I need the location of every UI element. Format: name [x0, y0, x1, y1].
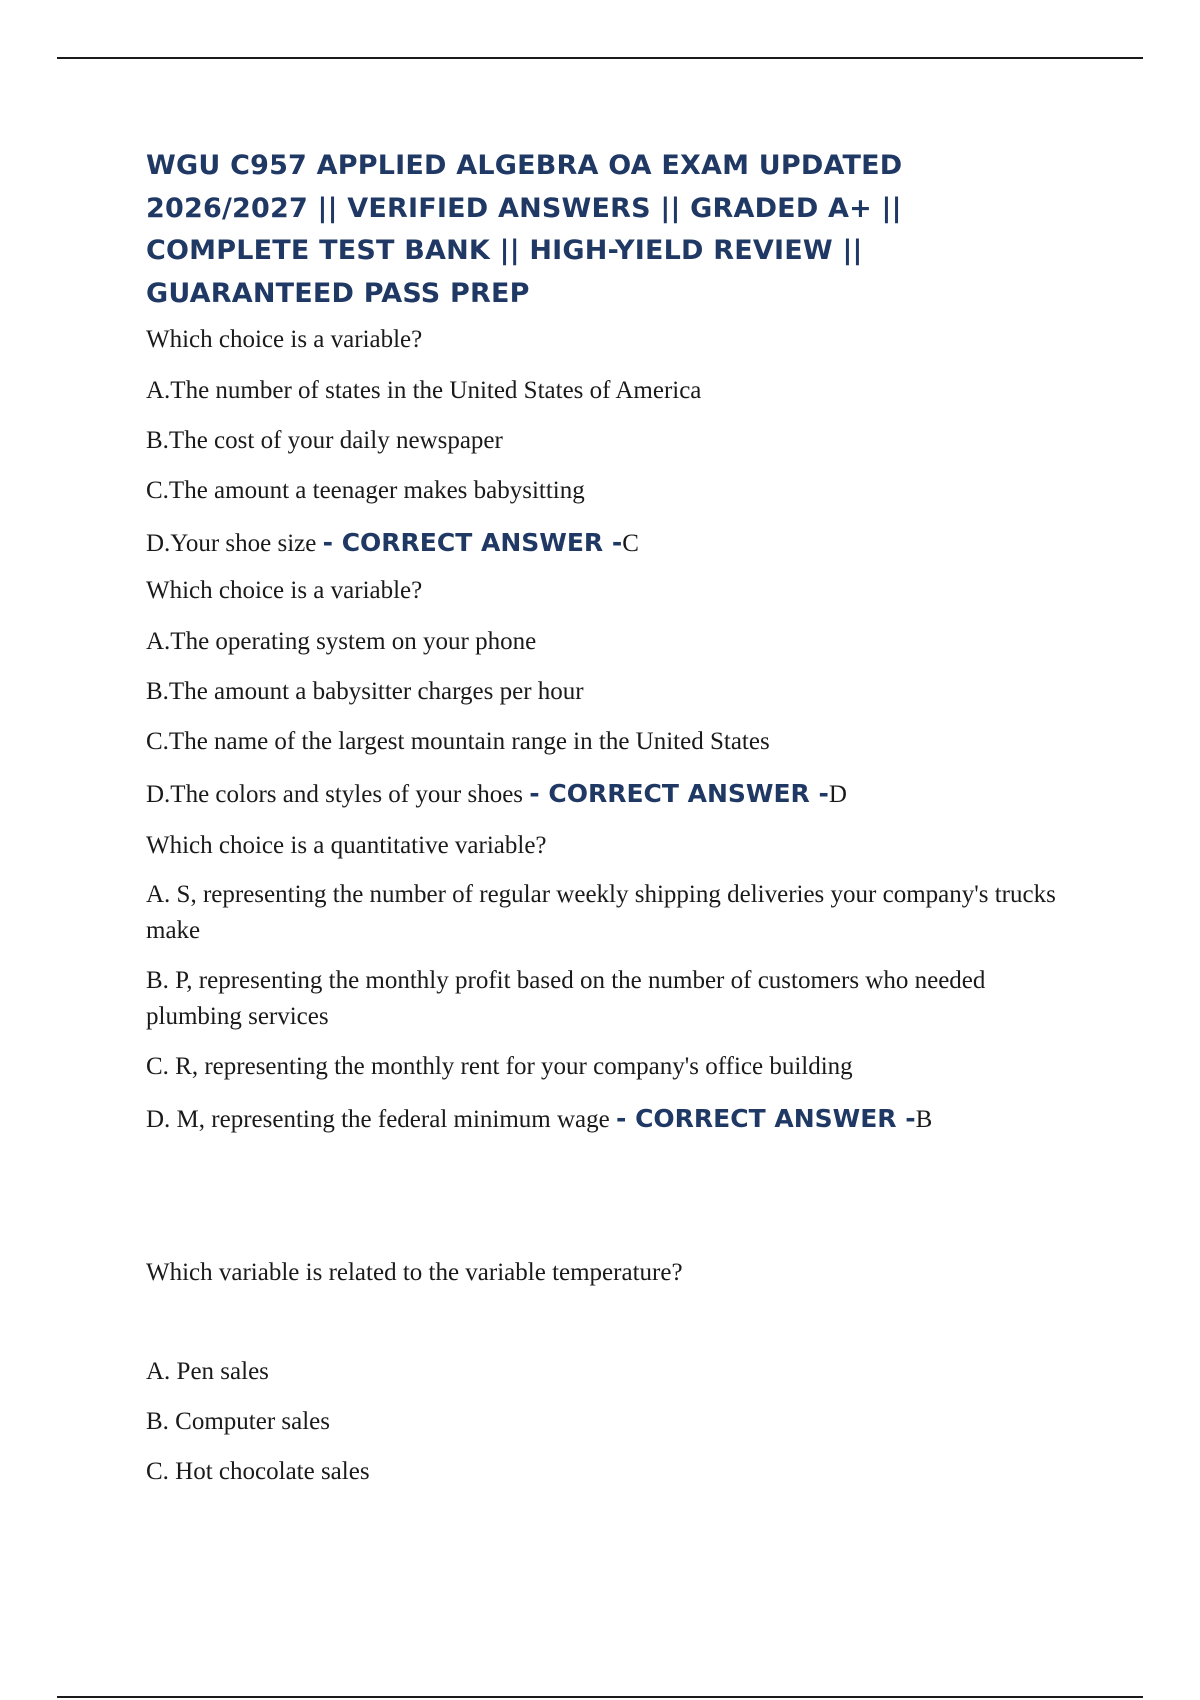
answer-option: A. Pen sales [146, 1358, 269, 1385]
title-line: WGU C957 APPLIED ALGEBRA OA EXAM UPDATED [146, 150, 903, 181]
answer-option-with-key [146, 776, 1066, 813]
question-prompt: Which choice is a variable? [146, 577, 423, 604]
document-title [146, 145, 1066, 315]
answer-option: B. Computer sales [146, 1408, 331, 1435]
answer-option: B. P, representing the monthly profit based on the number of customers who needed plumbing services [146, 967, 986, 1030]
correct-answer-label: - CORRECT ANSWER - [322, 528, 623, 557]
answer-option: C. R, representing the monthly rent for your company's office building [146, 1053, 853, 1080]
title-line: GUARANTEED PASS PREP [146, 277, 530, 309]
answer-option: A. S, representing the number of regular weekly shipping deliveries your company's trucks make [146, 881, 1056, 944]
answer-option-text: D.The colors and styles of your shoes [146, 781, 524, 808]
bottom-rule [57, 1696, 1143, 1698]
document-body [146, 145, 1066, 1490]
title-line: 2026/2027 || VERIFIED ANSWERS || GRADED A+ || [146, 192, 902, 224]
answer-option: A.The number of states in the United States of America [146, 377, 702, 404]
question-prompt: Which choice is a quantitative variable? [146, 832, 547, 859]
correct-answer-letter: C [622, 530, 639, 557]
answer-option: C.The amount a teenager makes babysitting [146, 477, 585, 504]
title-line: COMPLETE TEST BANK || HIGH-YIELD REVIEW || [146, 235, 863, 266]
answer-option-text: D.Your shoe size [146, 530, 317, 557]
correct-answer-letter: D [828, 781, 847, 808]
correct-answer-label: - CORRECT ANSWER - [616, 1104, 916, 1133]
correct-answer-label: - CORRECT ANSWER - [529, 779, 829, 808]
question-prompt: Which choice is a variable? [146, 326, 423, 353]
question-prompt: Which variable is related to the variable temperature? [146, 1259, 683, 1286]
answer-option: A.The operating system on your phone [146, 628, 537, 655]
answer-option: C.The name of the largest mountain range in the United States [146, 728, 770, 755]
answer-option-with-key [146, 1101, 1066, 1138]
answer-option: B.The amount a babysitter charges per hour [146, 678, 584, 705]
top-rule [57, 57, 1143, 59]
answer-option: B.The cost of your daily newspaper [146, 427, 503, 454]
answer-option-text: D. M, representing the federal minimum wage [146, 1106, 610, 1133]
correct-answer-letter: B [915, 1106, 933, 1133]
answer-option: C. Hot chocolate sales [146, 1458, 370, 1485]
answer-option-with-key [146, 525, 1066, 562]
